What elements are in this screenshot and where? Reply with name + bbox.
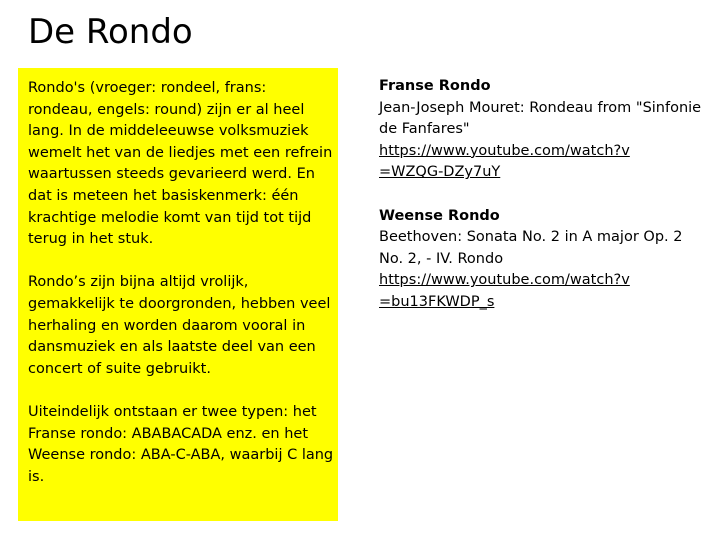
french-rondo-description: Jean-Joseph Mouret: Rondeau from "Sinfonie de Fanfares" [379, 99, 702, 138]
rondo-explanation-box [18, 68, 338, 521]
viennese-rondo-heading: Weense Rondo [379, 207, 500, 224]
examples-column [379, 76, 709, 335]
viennese-rondo-link[interactable]: https://www.youtube.com/watch?v=bu13FKWDP_s [379, 272, 630, 310]
viennese-rondo-description: Beethoven: Sonata No. 2 in A major Op. 2 No. 2, - IV. Rondo [379, 229, 683, 267]
slide-title: De Rondo [28, 12, 193, 52]
french-rondo-heading: Franse Rondo [379, 78, 491, 94]
paragraph-character: Rondo’s zijn bijna altijd vrolijk, gemakkelijk te doorgronden, hebben veel herhaling en worden daarom vooral in dansmuziek en als laatste deel van een concert of suite gebruikt. [28, 274, 331, 377]
paragraph-history: Rondo's (vroeger: rondeel, frans: rondeau, engels: round) zijn er al heel lang. In de middeleeuwse volksmuziek wemelt het van de liedjes met een refrein waartussen steeds gevarieerd werd. En dat is meteen het basiskenmerk: één krachtige melodie komt van tijd tot tijd terug in het stuk. [28, 80, 333, 248]
french-rondo-link[interactable]: https://www.youtube.com/watch?v=WZQG-DZy7uY [379, 142, 630, 181]
french-rondo-block [379, 76, 709, 184]
viennese-rondo-block [379, 206, 709, 314]
paragraph-types: Uiteindelijk ontstaan er twee typen: het Franse rondo: ABABACADA enz. en het Weense rondo: ABA-C-ABA, waarbij C lang is. [28, 403, 334, 485]
